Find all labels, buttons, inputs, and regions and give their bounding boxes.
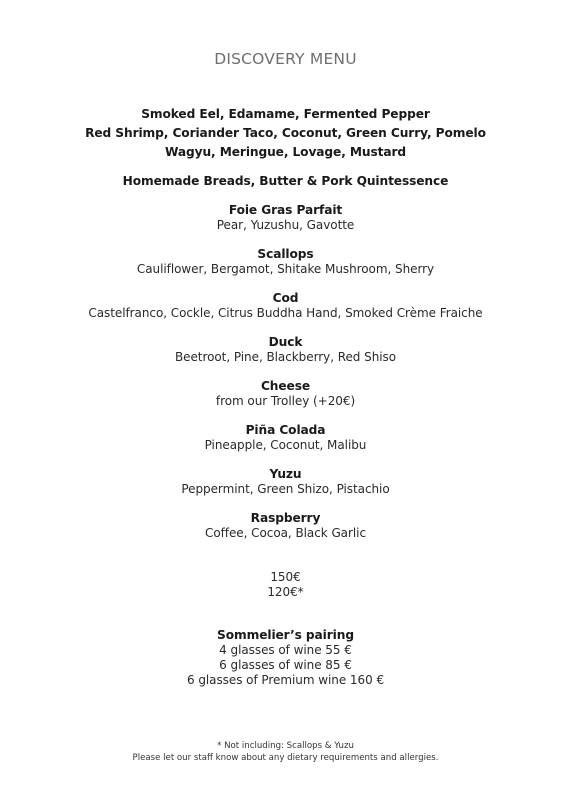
menu-price: 150€ xyxy=(270,570,301,584)
course-description: Coffee, Cocoa, Black Garlic xyxy=(205,526,366,540)
bread-course: Homemade Breads, Butter & Pork Quintessence xyxy=(122,174,449,188)
allergy-note: Please let our staff know about any dietary requirements and allergies. xyxy=(132,753,439,763)
course-description: Beetroot, Pine, Blackberry, Red Shiso xyxy=(174,350,397,364)
pairing-option: 6 glasses of wine 85 € xyxy=(219,658,352,672)
course-name: Yuzu xyxy=(269,467,302,481)
course-name: Scallops xyxy=(257,247,314,261)
course-name: Foie Gras Parfait xyxy=(228,203,343,217)
snack-item: Red Shrimp, Coriander Taco, Coconut, Green Curry, Pomelo xyxy=(85,126,486,140)
course-name: Raspberry xyxy=(250,511,321,525)
course-name: Piña Colada xyxy=(245,423,326,437)
pairing-option: 4 glasses of wine 55 € xyxy=(219,643,352,657)
course-description: Cauliflower, Bergamot, Shitake Mushroom, Sherry xyxy=(136,262,435,276)
course-description: from our Trolley (+20€) xyxy=(215,394,356,408)
pairing-title: Sommelier’s pairing xyxy=(217,628,354,642)
course-description: Pineapple, Coconut, Malibu xyxy=(204,438,367,452)
snack-item: Wagyu, Meringue, Lovage, Mustard xyxy=(164,145,407,159)
snack-item: Smoked Eel, Edamame, Fermented Pepper xyxy=(141,107,430,121)
course-name: Cheese xyxy=(260,379,311,393)
course-name: Cod xyxy=(272,291,299,305)
pairing-option: 6 glasses of Premium wine 160 € xyxy=(186,673,385,687)
menu-title: DISCOVERY MENU xyxy=(214,50,357,68)
footnote: * Not including: Scallops & Yuzu xyxy=(217,741,354,751)
menu-price: 120€* xyxy=(267,585,304,599)
course-name: Duck xyxy=(268,335,303,349)
course-description: Pear, Yuzushu, Gavotte xyxy=(216,218,355,232)
course-description: Castelfranco, Cockle, Citrus Buddha Hand, Smoked Crème Fraiche xyxy=(88,306,483,320)
course-description: Peppermint, Green Shizo, Pistachio xyxy=(181,482,390,496)
